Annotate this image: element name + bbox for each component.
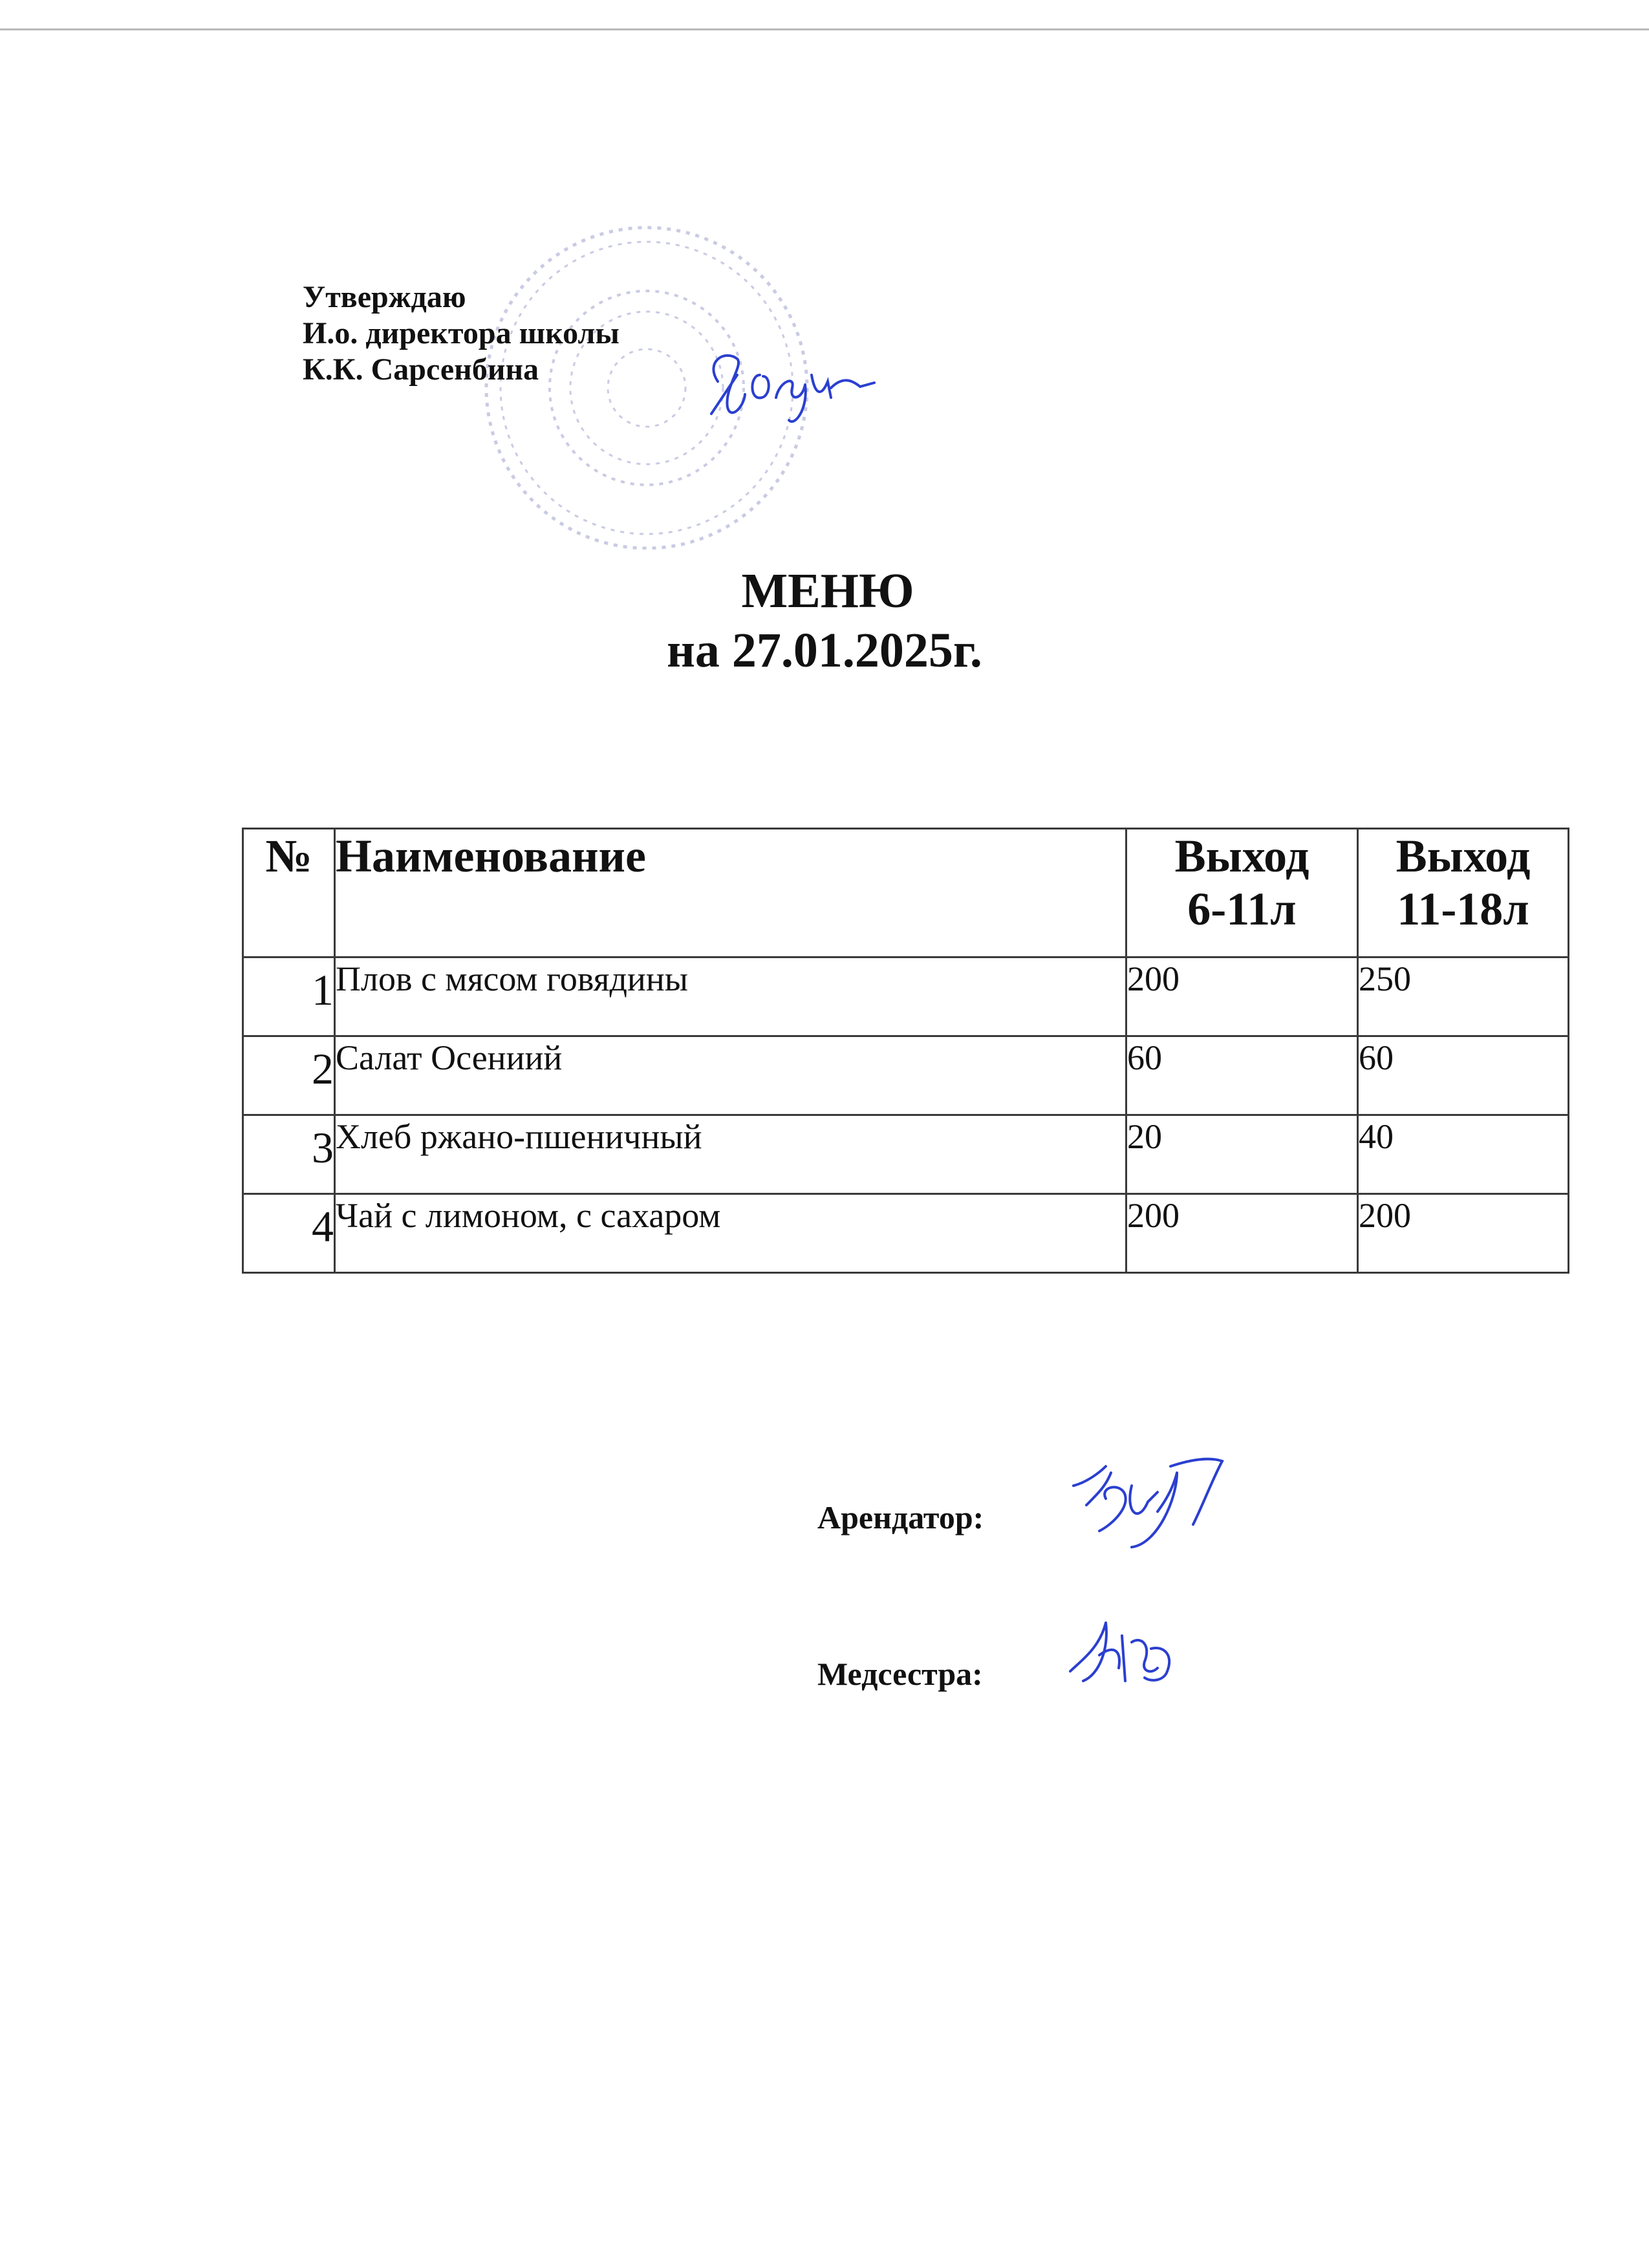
row-number: 3 — [243, 1115, 335, 1194]
approval-block — [303, 279, 620, 388]
row-output-11-18: 60 — [1358, 1036, 1569, 1115]
row-output-6-11: 60 — [1126, 1036, 1358, 1115]
arendator-label: Арендатор: — [817, 1499, 984, 1535]
title-block — [0, 561, 1649, 680]
header-output-6-11-line2: 6-11л — [1187, 883, 1297, 935]
row-output-11-18: 200 — [1358, 1194, 1569, 1273]
approval-line-3: К.К. Сарсенбина — [303, 352, 539, 387]
table-row — [243, 957, 1569, 1036]
page-title: МЕНЮ — [741, 564, 914, 618]
header-output-11-18-line1: Выход — [1396, 830, 1531, 882]
medsestra-signature-icon — [1061, 1610, 1183, 1694]
table-header-row — [243, 829, 1569, 957]
row-name: Хлеб ржано-пшеничный — [335, 1115, 1126, 1194]
page-date: на 27.01.2025г. — [667, 623, 982, 678]
approval-line-1: Утверждаю — [303, 280, 466, 314]
director-signature-icon — [698, 336, 879, 433]
row-output-11-18: 40 — [1358, 1115, 1569, 1194]
table-row — [243, 1194, 1569, 1273]
approval-line-2: И.о. директора школы — [303, 316, 620, 350]
row-name: Салат Осениий — [335, 1036, 1126, 1115]
medsestra-label: Медсестра: — [817, 1656, 983, 1692]
header-output-11-18 — [1358, 829, 1569, 957]
header-number: № — [243, 829, 335, 957]
menu-table — [242, 828, 1569, 1274]
row-number: 4 — [243, 1194, 335, 1273]
header-output-11-18-line2: 11-18л — [1397, 883, 1529, 935]
header-output-6-11 — [1126, 829, 1358, 957]
header-name: Наименование — [335, 829, 1126, 957]
table-row — [243, 1115, 1569, 1194]
row-output-6-11: 20 — [1126, 1115, 1358, 1194]
header-output-6-11-line1: Выход — [1174, 830, 1310, 882]
arendator-signature-icon — [1061, 1447, 1229, 1557]
row-output-6-11: 200 — [1126, 1194, 1358, 1273]
row-output-11-18: 250 — [1358, 957, 1569, 1036]
row-number: 2 — [243, 1036, 335, 1115]
row-name: Чай с лимоном, с сахаром — [335, 1194, 1126, 1273]
table-row — [243, 1036, 1569, 1115]
row-number: 1 — [243, 957, 335, 1036]
row-output-6-11: 200 — [1126, 957, 1358, 1036]
scan-edge-line — [0, 28, 1649, 30]
row-name: Плов с мясом говядины — [335, 957, 1126, 1036]
